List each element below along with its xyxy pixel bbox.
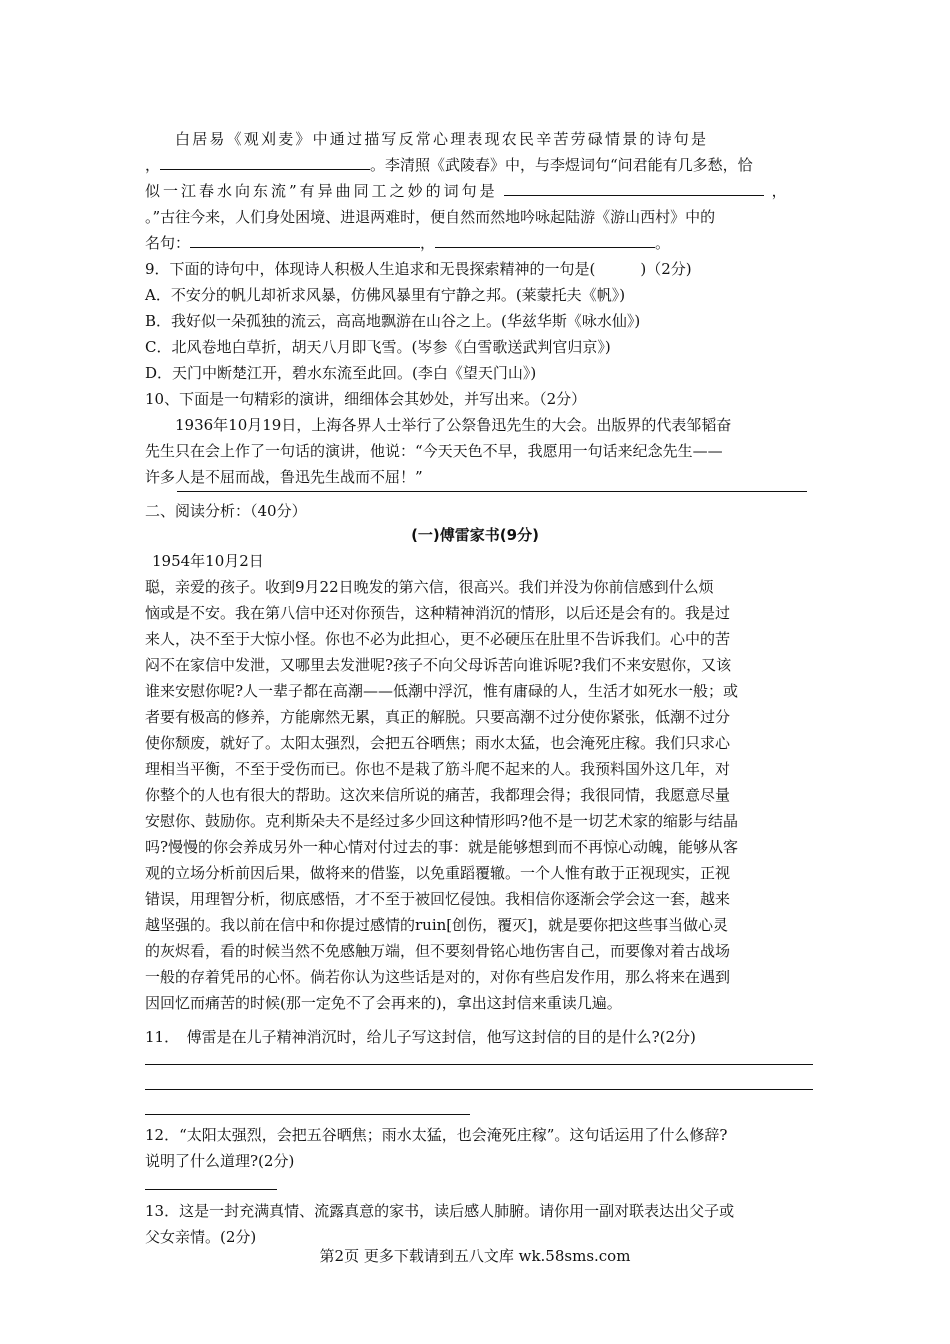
letter-line: 者要有极高的修养，方能廓然无累，真正的解脱。只要高潮不过分使你紧张，低潮不过分: [145, 708, 731, 726]
fill-in-text: ，: [771, 182, 787, 200]
fill-in-text: 似一江春水向东流”有异曲同工之妙的词句是: [145, 182, 498, 200]
answer-blank[interactable]: [435, 232, 655, 248]
letter-line: 谁来安慰你呢?人一辈子都在高潮——低潮中浮沉，惟有庸碌的人，生活才如死水一般；或: [145, 682, 739, 700]
passage-title: (一)傅雷家书(9分): [411, 526, 539, 544]
fill-in-text: 名句：: [145, 234, 191, 252]
letter-line: 吗?慢慢的你会养成另外一种心情对付过去的事：就是能够想到而不再惊心动魄，能够从客: [145, 838, 739, 856]
letter-line: 聪，亲爱的孩子。收到9月22日晚发的第六信，很高兴。我们并没为你前信感到什么烦: [145, 578, 714, 596]
answer-line[interactable]: [177, 491, 807, 492]
answer-blank[interactable]: [160, 154, 370, 170]
question-12-stem: 说明了什么道理?(2分): [145, 1152, 295, 1170]
fill-in-line-1: 白居易《观刈麦》中通过描写反常心理表现农民辛苦劳碌情景的诗句是: [175, 130, 709, 148]
fill-in-line-5: [145, 230, 810, 256]
answer-line[interactable]: [145, 1189, 277, 1190]
fill-in-text: 。: [655, 234, 671, 252]
letter-line: 闷不在家信中发泄，又哪里去发泄呢?孩子不向父母诉苦向谁诉呢?我们不来安慰你，又该: [145, 656, 732, 674]
letter-line: 观的立场分析前因后果，做将来的借鉴，以免重蹈覆辙。一个人惟有敢于正视现实，正视: [145, 864, 731, 882]
letter-line: 你整个的人也有很大的帮助。这次来信所说的痛苦，我都理会得；我很同情，我愿意尽量: [145, 786, 731, 804]
question-9-option-d[interactable]: D．天门中断楚江开，碧水东流至此回。(李白《望天门山》): [145, 364, 537, 382]
question-12-stem: 12．“太阳太强烈，会把五谷晒焦；雨水太猛，也会淹死庄稼”。这句话运用了什么修辞?: [145, 1126, 728, 1144]
fill-in-text: ，: [420, 234, 436, 252]
fill-in-text: ，: [145, 156, 161, 174]
question-11-stem: 11． 傅雷是在儿子精神消沉时，给儿子写这封信，他写这封信的目的是什么?(2分): [145, 1028, 696, 1046]
fill-in-line-3: [145, 178, 810, 204]
question-9-stem: 9．下面的诗句中，体现诗人积极人生追求和无畏探索精神的一句是( )（2分): [145, 260, 692, 278]
page-footer: 第2页 更多下载请到五八文库 wk.58sms.com: [319, 1247, 631, 1265]
question-9-option-b[interactable]: B．我好似一朵孤独的流云，高高地飘游在山谷之上。(华兹华斯《咏水仙》): [145, 312, 641, 330]
question-9-option-c[interactable]: C．北风卷地白草折，胡天八月即飞雪。(岑参《白雪歌送武判官归京》): [145, 338, 611, 356]
question-13-stem: 13．这是一封充满真情、流露真意的家书，读后感人肺腑。请你用一副对联表达出父子或: [145, 1202, 735, 1220]
letter-line: 越坚强的。我以前在信中和你提过感情的ruin[创伤，覆灭]，就是要你把这些事当做心灵: [145, 916, 728, 934]
question-10-passage-line: 许多人是不屈而战，鲁迅先生战而不屈！”: [145, 468, 423, 486]
answer-line[interactable]: [145, 1064, 813, 1065]
question-9-option-a[interactable]: A．不安分的帆儿却祈求风暴，仿佛风暴里有宁静之邦。(莱蒙托夫《帆》): [145, 286, 626, 304]
letter-line: 理相当平衡，不至于受伤而已。你也不是栽了筋斗爬不起来的人。我预料国外这几年，对: [145, 760, 731, 778]
question-10-passage-line: 1936年10月19日，上海各界人士举行了公祭鲁迅先生的大会。出版界的代表邹韬奋: [175, 416, 732, 434]
letter-line: 一般的存着凭吊的心怀。倘若你认为这些话是对的，对你有些启发作用，那么将来在遇到: [145, 968, 731, 986]
fill-in-text: 。李清照《武陵春》中，与李煜词句“问君能有几多愁，恰: [370, 156, 753, 174]
letter-body: [145, 574, 805, 1016]
answer-blank[interactable]: [190, 232, 420, 248]
letter-line: 错误，用理智分析，彻底感悟，才不至于被回忆侵蚀。我相信你逐渐会学会这一套，越来: [145, 890, 731, 908]
question-10-stem: 10、下面是一句精彩的演讲，细细体会其妙处，并写出来。（2分）: [145, 390, 587, 408]
question-13-stem: 父女亲情。(2分): [145, 1228, 257, 1246]
answer-line[interactable]: [145, 1089, 813, 1090]
letter-line: 来人，决不至于大惊小怪。你也不必为此担心，更不必硬压在肚里不告诉我们。心中的苦: [145, 630, 731, 648]
letter-line: 因回忆而痛苦的时候(那一定免不了会再来的)，拿出这封信来重读几遍。: [145, 994, 622, 1012]
letter-line: 恼或是不安。我在第八信中还对你预告，这种精神消沉的情形，以后还是会有的。我是过: [145, 604, 731, 622]
letter-line: 安慰你、鼓励你。克利斯朵夫不是经过多少回这种情形吗?他不是一切艺术家的缩影与结晶: [145, 812, 739, 830]
answer-line[interactable]: [145, 1114, 470, 1115]
fill-in-line-2: [145, 152, 810, 178]
letter-line: 使你颓废，就好了。太阳太强烈，会把五谷晒焦；雨水太猛，也会淹死庄稼。我们只求心: [145, 734, 731, 752]
answer-blank[interactable]: [504, 180, 764, 196]
letter-line: 的灰烬看，看的时候当然不免感触万端，但不要刻骨铭心地伤害自己，而要像对着古战场: [145, 942, 731, 960]
fill-in-line-4: 。”古往今来，人们身处困境、进退两难时，便自然而然地吟咏起陆游《游山西村》中的: [145, 208, 716, 226]
letter-date: 1954年10月2日: [152, 552, 264, 570]
question-10-passage-line: 先生只在会上作了一句话的演讲，他说：“今天天色不早，我愿用一句话来纪念先生——: [145, 442, 723, 460]
section-2-title: 二、阅读分析：（40分）: [145, 502, 307, 520]
